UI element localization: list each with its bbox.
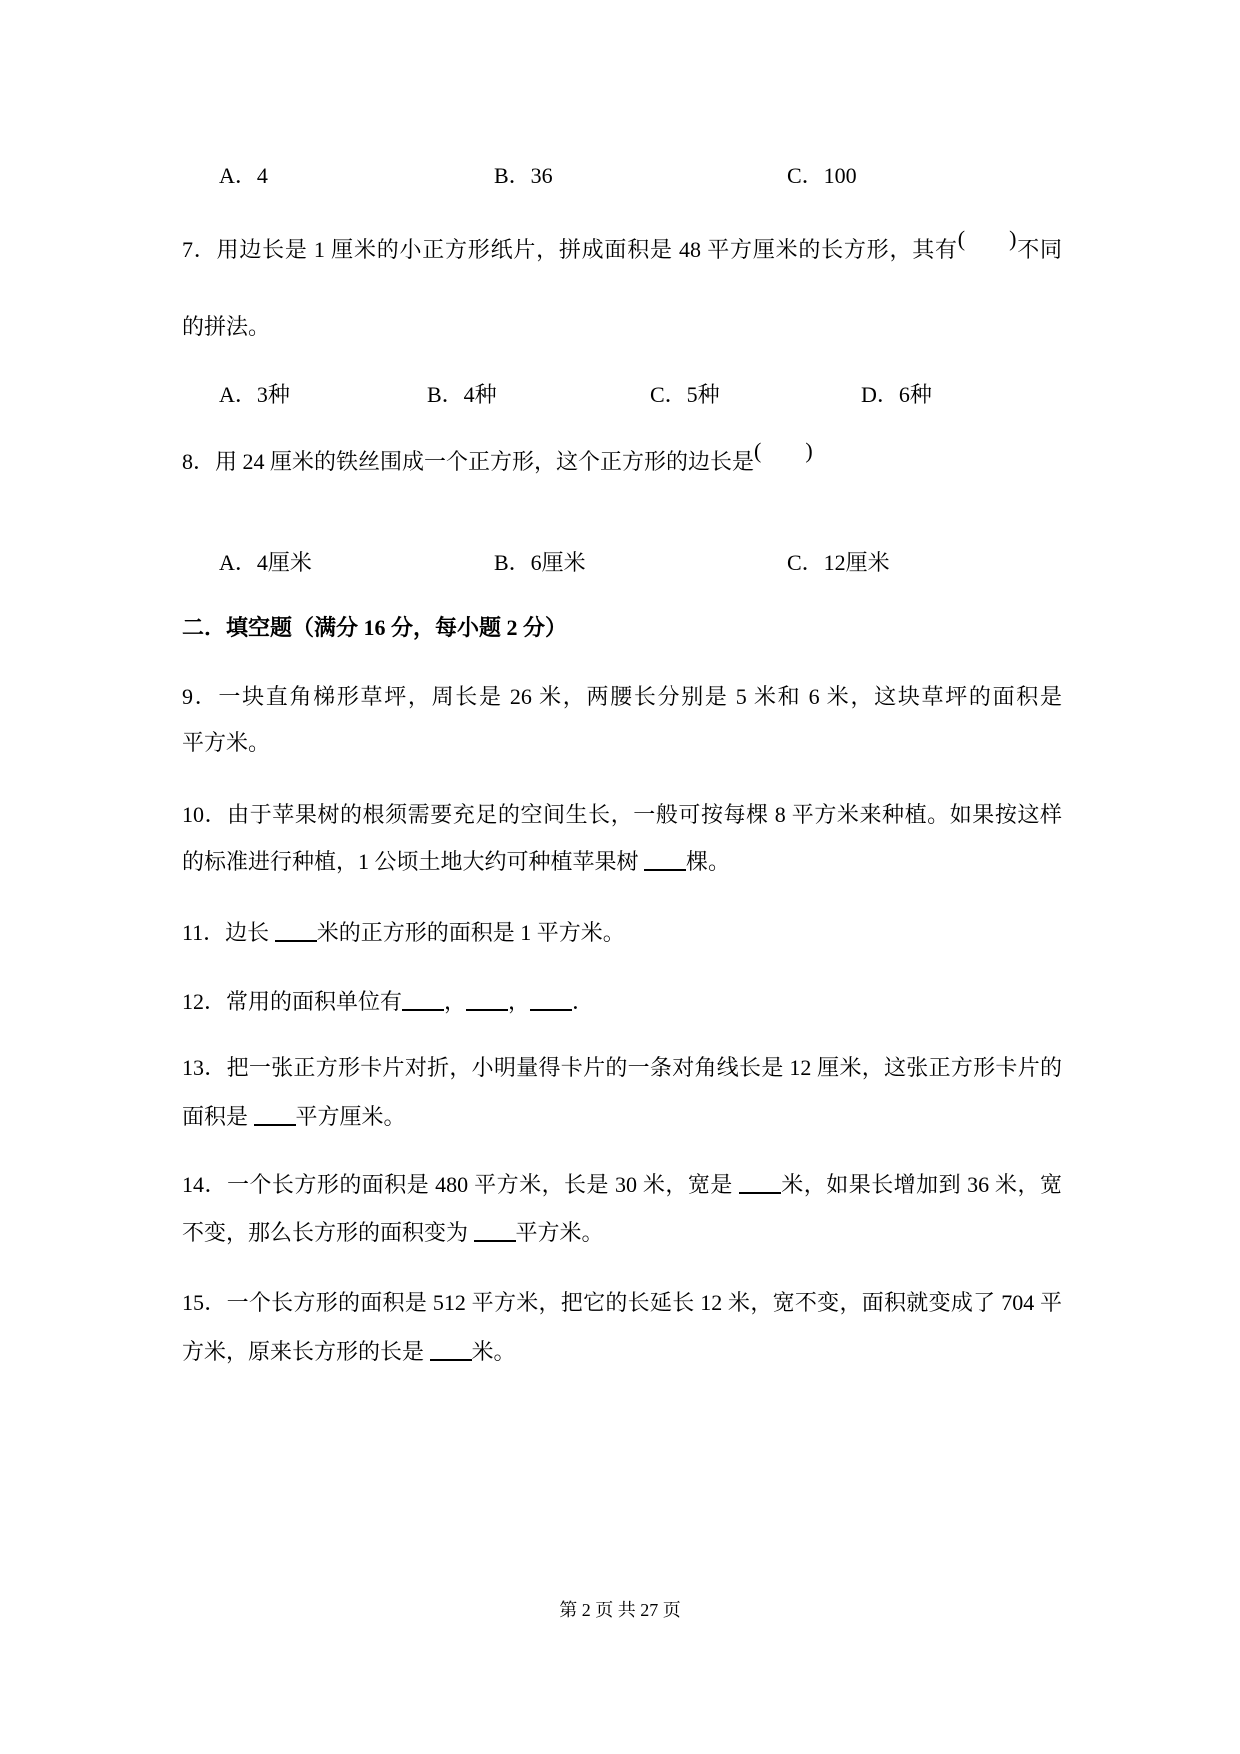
question-7-text-post: 不同 [1016, 237, 1062, 262]
paren-close: ) [1009, 226, 1017, 251]
section-2-title: 二．填空题（满分 16 分，每小题 2 分） [182, 615, 568, 640]
question-14-text-post: 米，如果长增加到 36 米，宽 [780, 1172, 1062, 1197]
question-9-text-line-2: 平方米。 [182, 730, 271, 755]
fill-in-blank [430, 1359, 472, 1361]
fill-in-blank [402, 1009, 444, 1011]
question-12-text-post: ． [572, 989, 595, 1014]
question-11-text [182, 918, 1062, 948]
question-15-text-pre: 方米，原来长方形的长是 [182, 1339, 430, 1364]
question-15-text-line-2 [182, 1337, 1062, 1367]
question-13-text-line-2 [182, 1102, 1062, 1132]
question-15-text-line-1: 15．一个长方形的面积是 512 平方米，把它的长延长 12 米，宽不变，面积就变成了 704 平 [182, 1290, 1062, 1315]
question-7-option-c: C．5种 [650, 382, 720, 407]
question-14-text-line-1 [182, 1170, 1062, 1200]
fill-in-blank [530, 1009, 572, 1011]
question-10-text-line-1: 10．由于苹果树的根须需要充足的空间生长，一般可按每棵 8 平方米来种植。如果按这样 [182, 802, 1062, 827]
question-7-option-d: D．6种 [861, 382, 932, 407]
question-6-option-c: C．100 [787, 163, 857, 188]
question-7-options-row [182, 380, 1062, 410]
question-14-text-pre: 14．一个长方形的面积是 480 平方米，长是 30 米，宽是 [182, 1172, 739, 1197]
question-7-answer-parens [958, 226, 1017, 251]
question-8-answer-parens [754, 438, 813, 463]
fill-in-blank [474, 1240, 516, 1242]
question-8-options-row [182, 548, 1062, 578]
question-12-separator: ， [444, 989, 467, 1014]
fill-in-blank [739, 1192, 781, 1194]
question-10-text-line-2 [182, 847, 1062, 877]
question-7-text-line-1 [182, 226, 1062, 265]
question-14-line2-post: 平方米。 [515, 1220, 604, 1245]
question-14-text-line-2 [182, 1218, 1062, 1248]
question-8-option-a: A．4厘米 [219, 550, 312, 575]
fill-in-blank [644, 869, 686, 871]
fill-in-blank [254, 1124, 296, 1126]
question-14-line2-pre: 不变，那么长方形的面积变为 [182, 1220, 474, 1245]
question-13-text-pre: 面积是 [182, 1104, 254, 1129]
question-7-option-b: B．4种 [427, 382, 497, 407]
question-11-text-post: 米的正方形的面积是 1 平方米。 [316, 920, 625, 945]
fill-in-blank [466, 1009, 508, 1011]
question-15-text-post: 米。 [471, 1339, 516, 1364]
question-10-text-pre: 的标准进行种植，1 公顷土地大约可种植苹果树 [182, 849, 645, 874]
paren-open: ( [754, 438, 762, 463]
question-13-text-line-1: 13．把一张正方形卡片对折，小明量得卡片的一条对角线长是 12 厘米，这张正方形卡片的 [182, 1055, 1062, 1080]
question-8-text [182, 438, 1062, 477]
paren-close: ) [805, 438, 813, 463]
question-8-option-c: C．12厘米 [787, 550, 890, 575]
question-8-text-pre: 8．用 24 厘米的铁丝围成一个正方形，这个正方形的边长是 [182, 449, 755, 474]
question-8-option-b: B．6厘米 [494, 550, 586, 575]
page-number-footer: 第 2 页 共 27 页 [559, 1600, 681, 1620]
question-7-text-pre: 7．用边长是 1 厘米的小正方形纸片，拼成面积是 48 平方厘米的长方形，其有 [182, 237, 958, 262]
fill-in-blank [275, 940, 317, 942]
question-6-option-b: B．36 [494, 163, 553, 188]
question-7-option-a: A．3种 [219, 382, 290, 407]
question-11-text-pre: 11．边长 [182, 920, 275, 945]
question-6-options-row [182, 161, 1062, 191]
question-13-text-post: 平方厘米。 [295, 1104, 406, 1129]
question-10-text-post: 棵。 [686, 849, 731, 874]
question-7-text-line-2: 的拼法。 [182, 314, 271, 339]
question-12-text-pre: 12．常用的面积单位有 [182, 989, 403, 1014]
question-12-text [182, 987, 1062, 1017]
paren-open: ( [957, 226, 966, 251]
question-9-text-line-1: 9．一块直角梯形草坪，周长是 26 米，两腰长分别是 5 米和 6 米，这块草坪的面积是 [182, 684, 1062, 709]
question-12-separator: ， [508, 989, 531, 1014]
question-6-option-a: A．4 [219, 163, 268, 188]
